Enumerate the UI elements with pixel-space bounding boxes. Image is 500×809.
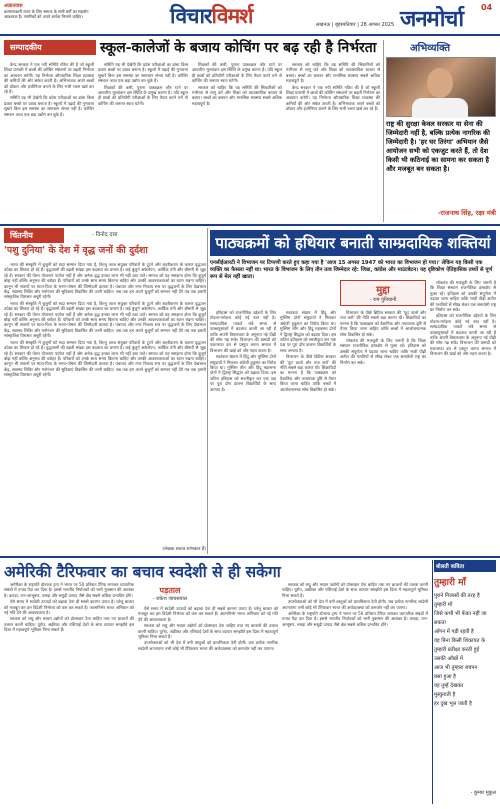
tariff-column-3 (282, 582, 428, 804)
lead-intro: एनसीईआरटी ने विभाजन पर टिप्पणी करते हुए कहा गया है 'आज 15 अगस्त 1947 को भारत का विभाजन हो गया।' लेकिन यह किसी एक व्यक्ति का फैसला नहीं था। भारत के विभाजन के लिए तीन तत्व जिम्मेदार रहे: जिन्ना, कांग्रेस और माउंटबेटन। यह दृष्टिकोण ऐतिहासिक तथ्यों से पूर्ण रूप से मेल नहीं खाता। (210, 260, 493, 280)
poem-line: मुस्कुराती है (434, 692, 456, 698)
tariff-text-1c: सरकार को लघु और मध्यम उद्योगों को प्रोत्साहन देना चाहिए तथा नए बाजारों की तलाश करनी चाहिए। यूरोप, अफ्रीका और एशियाई देशों के साथ व्यापार समझौते इस दिशा में महत्वपूर्ण भूमिका निभा सकते हैं। (4, 616, 134, 633)
tariff-text-2c: उपभोक्ताओं को भी देश में बनी वस्तुओं को प्राथमिकता देनी होगी। जब प्रत्येक नागरिक स्वदेशी अपनाएगा तभी कोई भी टैरिफवार भारत की अर्थव्यवस्था को कमजोर नहीं कर पाएगा। (138, 640, 278, 651)
column-divider (207, 228, 208, 554)
chintan-author: - विनोद दत्ता (92, 232, 118, 238)
mudda-title: मुद्दा (376, 285, 390, 296)
tariff-text-2: ऐसे समय में स्वदेशी उत्पादों को बढ़ावा देना ही सबसे कारगर उपाय है। घरेलू बाजार को मजबूत कर हम विदेशी निर्भरता को कम कर सकते हैं। आत्मनिर्भर भारत अभियान को नई गति देने की आवश्यकता है। (138, 606, 278, 622)
chintan-credit: (लेखक स्वतंत्र स्तंभकार हैं) (162, 547, 206, 552)
poem-title: तुम्हारी माँ (434, 578, 466, 588)
tariff-text-1: अमेरिका के राष्ट्रपति डोनाल्ड ट्रम्प ने भारत पर 50 प्रतिशत टैरिफ लगाकर व्यापारिक संबंधों में तनाव पैदा कर दिया है। इससे भारतीय निर्यातकों को भारी नुकसान की आशंका है। कपड़ा, रत्न-आभूषण, चमड़ा और समुद्री उत्पाद जैसे क्षेत्र सबसे अधिक प्रभावित होंगे। (4, 582, 134, 598)
tariff-column-2 (138, 606, 278, 804)
poem-line: तुम्हारी माँ (434, 602, 453, 608)
editorial-text-4b: केन्द्र सरकार ने एक नयी समिति गठित की है जो स्कूली शिक्षा प्रणाली में छात्रों की कोचिंग संस्थानों पर बढ़ती निर्भरता का अध्ययन करेगी। यह निर्भरता औपचारिक शिक्षा व्यवस्था की कमियों की ओर संकेत करती है। अभिभावक अपने बच्चों को डॉक्टर और इंजीनियर बनाने के लिए भारी रकम खर्च कर रहे हैं। (286, 84, 380, 112)
poem-lines (434, 592, 496, 709)
editorial-text-1b: समिति यह भी देखेगी कि प्रवेश परीक्षाओं का ढांचा किस प्रकार बच्चों पर दबाव बनाता है। स्कूलों में पढ़ाई की गुणवत्ता सुधारे बिना इस समस्या का समाधान संभव नहीं है। कोचिंग संस्थान आज एक बड़ा उद्योग बन चुके हैं। (4, 95, 94, 117)
quote-box-text: कल्याणकारी राज्य के लिए समाज के सभी वर्गों का सहयोग आवश्यक है। नागरिकों को अपने कर्तव्य निभाने चाहिए। (4, 9, 89, 19)
lead-column-2 (280, 310, 336, 552)
poem-line: पुराने गिलासों की तरह है (434, 593, 480, 599)
editorial-column-4 (286, 62, 380, 220)
lead-text-3b: लोकतंत्र की मजबूती के लिए जरूरी है कि शिक्षा संस्थान राजनीतिक हस्तक्षेप से मुक्त रहें। इतिहास को उसकी संपूर्णता में पढ़ाया जाना चाहिए ताकि भावी पीढ़ी अतीत की गलतियों से सीख लेकर एक समावेशी राष्ट्र का निर्माण कर सके। (340, 338, 426, 365)
poem-line: जिसे कभी भी फेंका नहीं जा सकता (434, 611, 487, 626)
lead-text-4: लोकतंत्र की मजबूती के लिए जरूरी है कि शिक्षा संस्थान राजनीतिक हस्तक्षेप से मुक्त रहें। इतिहास को उसकी संपूर्णता में पढ़ाया जाना चाहिए ताकि भावी पीढ़ी अतीत की गलतियों से सीख लेकर एक समावेशी राष्ट्र का निर्माण कर सके। (430, 280, 496, 313)
tariff-text-3: सरकार को लघु और मध्यम उद्योगों को प्रोत्साहन देना चाहिए तथा नए बाजारों की तलाश करनी चाहिए। यूरोप, अफ्रीका और एशियाई देशों के साथ व्यापार समझौते इस दिशा में महत्वपूर्ण भूमिका निभा सकते हैं। (282, 582, 428, 598)
tariff-author: - राकेश जायसवाल (152, 596, 188, 602)
lead-text-2: स्वतंत्रता संग्राम में हिंदू और मुस्लिम दोनों समुदायों ने मिलकर अंग्रेजी हुकूमत का विरोध किया था। मुस्लिम लीग और हिंदू महासभा दोनों ने द्विराष्ट्र सिद्धांत को बढ़ावा दिया। इस जटिल इतिहास को सरलीकृत कर एक पक्ष पर पूरा दोष डालना विद्यार्थियों के साथ अन्याय है। (280, 310, 336, 353)
photo-suit (412, 98, 468, 118)
editorial-tag: सम्पादकीय (4, 40, 96, 55)
tariff-headline: अमेरिकी टैरिफवार का बचाव स्वदेशी से ही सकेगा (4, 562, 281, 581)
poem-line: वह तुम्हें देखकर (434, 683, 464, 689)
section-divider (0, 556, 500, 558)
poem-tag: बोलती कविता (434, 560, 496, 572)
chintan-text: भारत की संस्कृति में बुजुर्गों को सदा सम्मान दिया गया है, किन्तु आज संयुक्त परिवारों के टूटने और शहरीकरण के कारण वृद्धजन उपेक्षा का शिकार हो रहे हैं। वृद्धाश्रमों की बढ़ती संख्या इस बदलाव का प्रमाण है। कई बुजुर्ग अकेलेपन, आर्थिक तंगी और बीमारी से जूझ रहे हैं। सरकार की पेंशन योजनाएं पर्याप्त नहीं हैं और अनेक वृद्ध इनका लाभ भी नहीं उठा पाते। समाज को यह समझना होगा कि बुजुर्ग बोझ नहीं बल्कि अनुभव की धरोहर हैं। परिवारों को उनके साथ समय बिताना चाहिए और उनकी आवश्यकताओं का ध्यान रखना चाहिए। कानून भी संतानों पर माता-पिता के भरण-पोषण की जिम्मेदारी डालता है। पंचायत और नगर निकाय स्तर पर वृद्धजनों के लिए देखभाल केंद्र, स्वास्थ्य शिविर और मनोरंजन की सुविधाएं विकसित की जानी चाहिए। जब तक हम अपने बुजुर्गों को सम्मान नहीं देंगे तब तक हमारी सांस्कृतिक विरासत अधूरी रहेगी। (4, 262, 206, 300)
lead-column-1 (210, 310, 276, 552)
masthead-quote-box (4, 3, 94, 33)
lead-text-1b: स्वतंत्रता संग्राम में हिंदू और मुस्लिम दोनों समुदायों ने मिलकर अंग्रेजी हुकूमत का विरोध किया था। मुस्लिम लीग और हिंदू महासभा दोनों ने द्विराष्ट्र सिद्धांत को बढ़ावा दिया। इस जटिल इतिहास को सरलीकृत कर एक पक्ष पर पूरा दोष डालना विद्यार्थियों के साथ अन्याय है। (210, 354, 276, 392)
lead-text-2b: विभाजन के पीछे ब्रिटिश सरकार की 'फूट डालो और राज करो' की नीति सबसे बड़ा कारण थी। शिक्षाविदों का मानना है कि पाठ्यक्रम को वैज्ञानिक और तथ्यपरक दृष्टि से तैयार किया जाना चाहिए ताकि बच्चों में आलोचनात्मक सोच विकसित हो सके। (280, 354, 336, 392)
poem-line: उसकी आँखों में (434, 656, 463, 662)
editorial-text-2b: शिक्षकों की कमी, पुराना पाठ्यक्रम और रटने पर आधारित मूल्यांकन इस स्थिति के प्रमुख कारण हैं। यदि स्कूल ही छात्रों को प्रतियोगी परीक्षाओं के लिए तैयार करने लगें तो कोचिंग की जरूरत स्वतः घटेगी। (98, 84, 188, 106)
editorial-headline: स्कूल-कालेजों के बजाय कोचिंग पर बढ़ रही है निर्भरता (100, 40, 377, 56)
section-name-part1: विचार (170, 3, 212, 28)
chintan-text-cont2: भारत की संस्कृति में बुजुर्गों को सदा सम्मान दिया गया है, किन्तु आज संयुक्त परिवारों के टूटने और शहरीकरण के कारण वृद्धजन उपेक्षा का शिकार हो रहे हैं। वृद्धाश्रमों की बढ़ती संख्या इस बदलाव का प्रमाण है। कई बुजुर्ग अकेलेपन, आर्थिक तंगी और बीमारी से जूझ रहे हैं। सरकार की पेंशन योजनाएं पर्याप्त नहीं हैं और अनेक वृद्ध इनका लाभ भी नहीं उठा पाते। समाज को यह समझना होगा कि बुजुर्ग बोझ नहीं बल्कि अनुभव की धरोहर हैं। परिवारों को उनके साथ समय बिताना चाहिए और उनकी आवश्यकताओं का ध्यान रखना चाहिए। कानून भी संतानों पर माता-पिता के भरण-पोषण की जिम्मेदारी डालता है। पंचायत और नगर निकाय स्तर पर वृद्धजनों के लिए देखभाल केंद्र, स्वास्थ्य शिविर और मनोरंजन की सुविधाएं विकसित की जानी चाहिए। जब तक हम अपने बुजुर्गों को सम्मान नहीं देंगे तब तक हमारी सांस्कृतिक विरासत अधूरी रहेगी। (4, 339, 206, 378)
minister-photo (386, 57, 496, 117)
poem-line: आज भी तुम्हारा बचपन (434, 665, 478, 671)
chintan-body (4, 262, 206, 544)
page-number: 04 (481, 3, 493, 12)
editorial-column-1 (4, 62, 94, 220)
chintan-text-cont: भारत की संस्कृति में बुजुर्गों को सदा सम्मान दिया गया है, किन्तु आज संयुक्त परिवारों के टूटने और शहरीकरण के कारण वृद्धजन उपेक्षा का शिकार हो रहे हैं। वृद्धाश्रमों की बढ़ती संख्या इस बदलाव का प्रमाण है। कई बुजुर्ग अकेलेपन, आर्थिक तंगी और बीमारी से जूझ रहे हैं। सरकार की पेंशन योजनाएं पर्याप्त नहीं हैं और अनेक वृद्ध इनका लाभ भी नहीं उठा पाते। समाज को यह समझना होगा कि बुजुर्ग बोझ नहीं बल्कि अनुभव की धरोहर हैं। परिवारों को उनके साथ समय बिताना चाहिए और उनकी आवश्यकताओं का ध्यान रखना चाहिए। कानून भी संतानों पर माता-पिता के भरण-पोषण की जिम्मेदारी डालता है। पंचायत और नगर निकाय स्तर पर वृद्धजनों के लिए देखभाल केंद्र, स्वास्थ्य शिविर और मनोरंजन की सुविधाएं विकसित की जानी चाहिए। जब तक हम अपने बुजुर्गों को सम्मान नहीं देंगे तब तक हमारी सांस्कृतिक विरासत अधूरी रहेगी। (4, 300, 206, 339)
opinion-tag: अभिव्यक्ति (410, 43, 451, 54)
poem-author: - कुमार मुकुल (470, 790, 496, 796)
tariff-text-1b: ऐसे समय में स्वदेशी उत्पादों को बढ़ावा देना ही सबसे कारगर उपाय है। घरेलू बाजार को मजबूत कर हम विदेशी निर्भरता को कम कर सकते हैं। आत्मनिर्भर भारत अभियान को नई गति देने की आवश्यकता है। (4, 599, 134, 616)
newspaper-name: जनमोर्चा (400, 6, 464, 32)
lead-column-4 (430, 280, 496, 552)
tariff-text-2b: सरकार को लघु और मध्यम उद्योगों को प्रोत्साहन देना चाहिए तथा नए बाजारों की तलाश करनी चाहिए। यूरोप, अफ्रीका और एशियाई देशों के साथ व्यापार समझौते इस दिशा में महत्वपूर्ण भूमिका निभा सकते हैं। (138, 623, 278, 640)
mudda-author: - राम पुनियानी (369, 297, 397, 303)
poem-line: वह बिना किसी शिकायत के (434, 638, 486, 644)
section-name-part2: विमर्श (211, 3, 253, 28)
poem-line: बसा हुआ है (434, 674, 456, 680)
lead-text-3: विभाजन के पीछे ब्रिटिश सरकार की 'फूट डालो और राज करो' की नीति सबसे बड़ा कारण थी। शिक्षाविदों का मानना है कि पाठ्यक्रम को वैज्ञानिक और तथ्यपरक दृष्टि से तैयार किया जाना चाहिए ताकि बच्चों में आलोचनात्मक सोच विकसित हो सके। (340, 310, 426, 337)
editorial-text-4: सरकार को चाहिए कि वह समिति की सिफारिशों को गंभीरता से लागू करे और शिक्षा को व्यावसायिक बाजार से बचाए। बच्चों का बचपन और मानसिक स्वास्थ्य सबसे अधिक महत्वपूर्ण है। (286, 62, 380, 84)
column-divider (383, 40, 384, 222)
photo-face (427, 68, 453, 98)
lead-column-3 (340, 310, 426, 552)
opinion-author: -राजनाथ सिंह, रक्षा मंत्री (437, 209, 496, 217)
poem-line: आँगन में पड़ी रहती है (434, 629, 474, 635)
poem-line: हर दुख भूल जाती है (434, 701, 472, 707)
editorial-column-3 (192, 62, 282, 220)
lead-text-1: इतिहास को राजनीतिक उद्देश्यों के लिए तोड़ना-मरोड़ना कोई नई बात नहीं है। साम्प्रदायिक ताकतें लंबे समय से पाठ्यपुस्तकों में बदलाव करती आ रही हैं ताकि अपनी विचारधारा के अनुरूप नई पीढ़ी की सोच गढ़ सकें। विभाजन की त्रासदी को एकतरफा ढंग से प्रस्तुत करना समाज में विभाजन की खाई को और गहरा करता है। (210, 310, 276, 353)
editorial-text-1: केन्द्र सरकार ने एक नयी समिति गठित की है जो स्कूली शिक्षा प्रणाली में छात्रों की कोचिंग संस्थानों पर बढ़ती निर्भरता का अध्ययन करेगी। यह निर्भरता औपचारिक शिक्षा व्यवस्था की कमियों की ओर संकेत करती है। अभिभावक अपने बच्चों को डॉक्टर और इंजीनियर बनाने के लिए भारी रकम खर्च कर रहे हैं। (4, 62, 94, 95)
poem-line: तुम्हारी प्रतीक्षा करती हुई (434, 647, 480, 653)
chintan-tag: चिंतनीय (4, 228, 64, 243)
chintan-headline: 'पशु दुनिया' के देश में वृद्ध जनों की दुर्दशा (4, 245, 148, 256)
tariff-text-3c: अमेरिका के राष्ट्रपति डोनाल्ड ट्रम्प ने भारत पर 50 प्रतिशत टैरिफ लगाकर व्यापारिक संबंधों में तनाव पैदा कर दिया है। इससे भारतीय निर्यातकों को भारी नुकसान की आशंका है। कपड़ा, रत्न-आभूषण, चमड़ा और समुद्री उत्पाद जैसे क्षेत्र सबसे अधिक प्रभावित होंगे। (282, 611, 428, 627)
editorial-text-2: समिति यह भी देखेगी कि प्रवेश परीक्षाओं का ढांचा किस प्रकार बच्चों पर दबाव बनाता है। स्कूलों में पढ़ाई की गुणवत्ता सुधारे बिना इस समस्या का समाधान संभव नहीं है। कोचिंग संस्थान आज एक बड़ा उद्योग बन चुके हैं। (98, 62, 188, 84)
lead-headline: पाठ्यक्रमों को हथियार बनाती साम्प्रदायिक शक्तियां (210, 230, 496, 256)
tariff-tag: पड़ताल (159, 586, 181, 595)
editorial-text-3: शिक्षकों की कमी, पुराना पाठ्यक्रम और रटने पर आधारित मूल्यांकन इस स्थिति के प्रमुख कारण हैं। यदि स्कूल ही छात्रों को प्रतियोगी परीक्षाओं के लिए तैयार करने लगें तो कोचिंग की जरूरत स्वतः घटेगी। (192, 62, 282, 84)
section-divider (0, 224, 500, 226)
section-name (170, 2, 252, 30)
opinion-quote: राष्ट्र की सुरक्षा केवल सरकार या सेना की जिम्मेदारी नहीं है, बल्कि प्रत्येक नागरिक की जिम्मेदारी है। 'हर घर तिरंगा' अभियान जैसे आयोजन सभी को एकजुट करते हैं, तो देश किसी भी कठिनाई का सामना कर सकता है और मजबूत बन सकता है। (386, 120, 490, 173)
date-line: लखनऊ | बृहस्पतिवार | 28 अगस्त 2025 (316, 22, 395, 28)
tariff-text-3b: उपभोक्ताओं को भी देश में बनी वस्तुओं को प्राथमिकता देनी होगी। जब प्रत्येक नागरिक स्वदेशी अपनाएगा तभी कोई भी टैरिफवार भारत की अर्थव्यवस्था को कमजोर नहीं कर पाएगा। (282, 599, 428, 610)
tariff-column-1 (4, 582, 134, 804)
editorial-text-3b: सरकार को चाहिए कि वह समिति की सिफारिशों को गंभीरता से लागू करे और शिक्षा को व्यावसायिक बाजार से बचाए। बच्चों का बचपन और मानसिक स्वास्थ्य सबसे अधिक महत्वपूर्ण है। (192, 84, 282, 106)
editorial-column-2 (98, 62, 188, 220)
lead-text-4b: इतिहास को राजनीतिक उद्देश्यों के लिए तोड़ना-मरोड़ना कोई नई बात नहीं है। साम्प्रदायिक ताकतें लंबे समय से पाठ्यपुस्तकों में बदलाव करती आ रही हैं ताकि अपनी विचारधारा के अनुरूप नई पीढ़ी की सोच गढ़ सकें। विभाजन की त्रासदी को एकतरफा ढंग से प्रस्तुत करना समाज में विभाजन की खाई को और गहरा करता है। (430, 313, 496, 357)
quote-box-title: अज्ञातवास (4, 3, 23, 9)
